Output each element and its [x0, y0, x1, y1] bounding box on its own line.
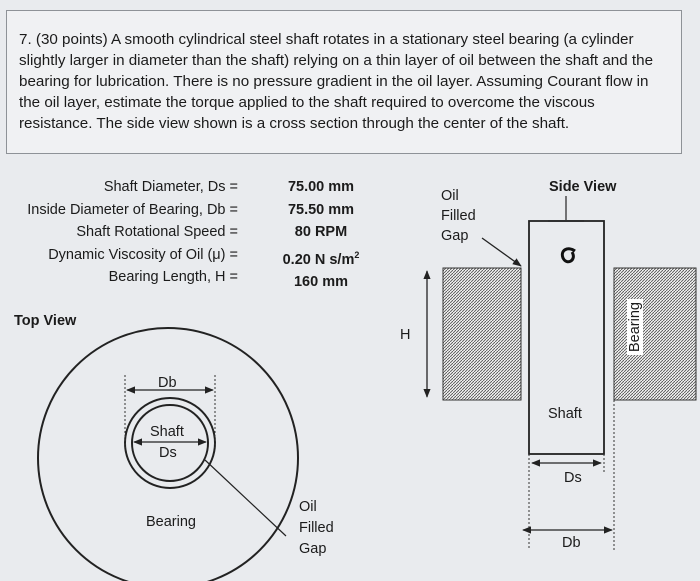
top-ds-label: Ds — [159, 445, 177, 461]
param-value-bearing-length: 160 mm — [293, 273, 348, 290]
side-gap-leader — [482, 238, 521, 266]
param-value-bearing-diameter: 75.50 mm — [287, 201, 355, 218]
side-gap-line-3: Gap — [441, 228, 469, 244]
rotation-arrow-icon — [562, 249, 575, 262]
side-gap-label — [441, 186, 476, 246]
param-label-rotational-speed: Shaft Rotational Speed = — [76, 224, 238, 240]
bearing-inner-circle — [125, 398, 215, 488]
param-value-shaft-diameter: 75.00 mm — [287, 179, 355, 195]
side-view-title: Side View — [549, 179, 617, 195]
top-shaft-label: Shaft — [150, 424, 184, 440]
side-bearing-label: Bearing — [627, 299, 643, 355]
top-gap-line-2: Filled — [299, 520, 334, 536]
top-view-title: Top View — [14, 313, 77, 329]
side-gap-line-2: Filled — [441, 208, 476, 224]
top-gap-label — [299, 497, 334, 560]
side-ds-label: Ds — [564, 470, 582, 486]
side-db-label: Db — [562, 535, 581, 551]
top-db-label: Db — [158, 375, 177, 391]
top-gap-line-3: Gap — [299, 541, 327, 557]
param-label-viscosity: Dynamic Viscosity of Oil (μ) = — [48, 246, 238, 263]
param-label-shaft-diameter: Shaft Diameter, Ds = — [103, 179, 238, 195]
side-view — [427, 196, 696, 550]
shaft-circle — [132, 405, 208, 481]
top-gap-line-1: Oil — [299, 499, 317, 515]
param-label-bearing-diameter: Inside Diameter of Bearing, Db = — [27, 201, 238, 218]
param-value-rotational-speed: 80 RPM — [294, 224, 348, 240]
side-shaft-label: Shaft — [548, 406, 582, 422]
bearing-left-block — [443, 268, 521, 400]
viscosity-value: 0.20 N s/m — [282, 251, 355, 268]
side-h-label: H — [400, 327, 411, 343]
top-bearing-label: Bearing — [146, 514, 196, 530]
param-label-bearing-length: Bearing Length, H = — [108, 269, 238, 285]
top-gap-leader — [205, 460, 286, 536]
problem-statement: 7. (30 points) A smooth cylindrical steel shaft rotates in a stationary steel bearing (a cylinder slightly larger in diameter than the shaft) relying on a thin layer of oil between the shaft and the bearing for lubrication. There is no pressure gradient in the oil layer. Assuming Courant flow in the oil layer, estimate the torque applied to the shaft required to overcome the viscous resistance. The side view shown is a cross section through the center of the shaft. — [19, 31, 654, 132]
side-gap-line-1: Oil — [441, 188, 459, 204]
viscosity-unit-exponent: 2 — [354, 249, 360, 260]
